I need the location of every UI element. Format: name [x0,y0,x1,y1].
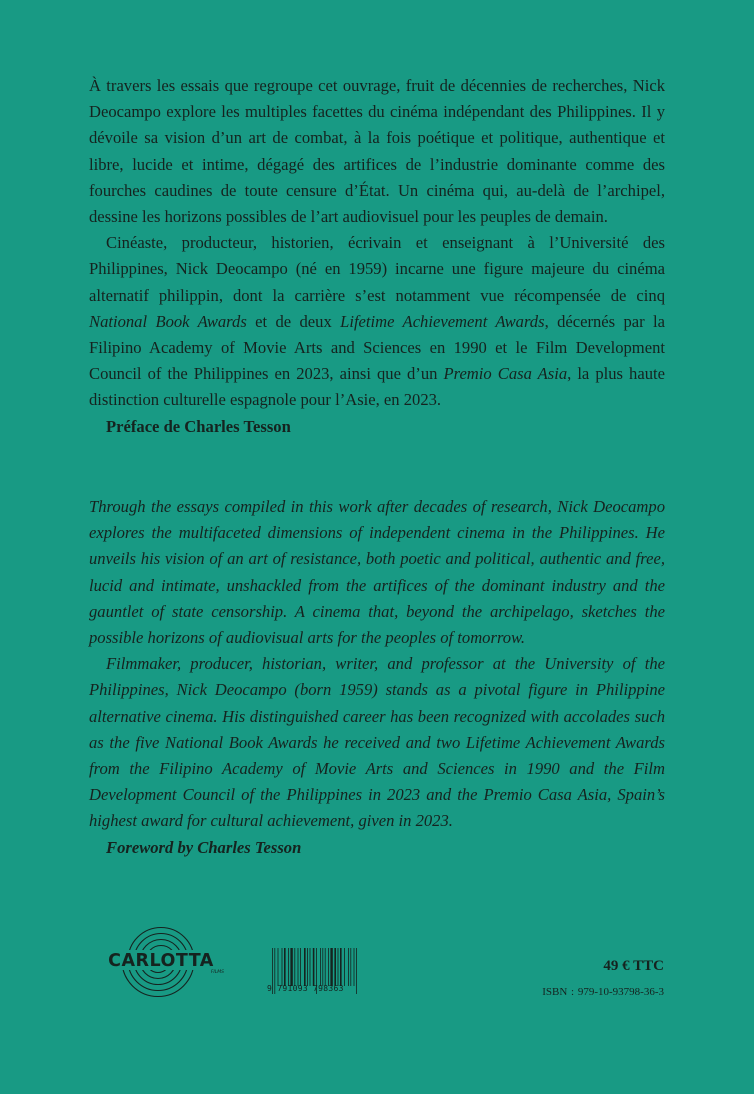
isbn-label: ISBN : 979-10-93798-36-3 [542,986,664,998]
french-paragraph-1-text: À travers les essais que regroupe cet ouvrage, fruit de décennies de recherches, Nick Deocampo explore les multiples facettes du cinéma indépendant des Philippines. Il y dévoile sa vision d’un art de combat, à la fois poétique et politique, authentique et libre, lucide et intime, dégagé des artifices de l’industrie dominante comme des fourches caudines de toute censure d’État. Un cinéma qui, au-delà de l’archipel, dessine les horizons possibles de l’art audiovisuel pour les peuples de demain. [89,76,665,227]
french-paragraph-1 [89,73,665,230]
barcode-number: 9 791093 798363 [267,984,344,993]
logo-wordmark: CARLOTTA [108,951,214,971]
french-paragraph-2-text-c: , décernés par la Filipino Academy of Movie Arts and Sciences en 1990 et le Film Development Council of the Philippines en 2023, ainsi que d’un [89,311,665,384]
award-lifetime-achievement: Lifetime Achievement Awards [340,311,545,331]
french-description [89,73,665,440]
french-paragraph-2 [89,230,665,413]
english-paragraph-2: Filmmaker, producer, historian, writer, and professor at the University of the Philippines, Nick Deocampo (born 1959) stands as a pivotal figure in Philippine alternative cinema. His distinguished career has been recognized with accolades such as the five National Book Awards he received and two Lifetime Achievement Awards from the Filipino Academy of Movie Arts and Sciences in 1990 and the Film Development Council of the Philippines in 2023 and the Premio Casa Asia, Spain’s highest award for cultural achievement, given in 2023. [89,654,665,831]
french-paragraph-2-text-b: et de deux [246,311,341,331]
french-paragraph-2-text-d: , la plus haute distinction culturelle espagnole pour l’Asie, en 2023. [89,364,665,410]
english-foreword-credit: Foreword by Charles Tesson [106,837,302,857]
english-description [89,494,665,861]
english-paragraph-1: Through the essays compiled in this work after decades of research, Nick Deocampo explores the multifaceted dimensions of independent cinema in the Philippines. He unveils his vision of an art of resistance, both poetic and political, authentic and free, lucid and intimate, unshackled from the artifices of the dominant industry and the gauntlet of state censorship. A cinema that, beyond the archipelago, sketches the possible horizons of audiovisual arts for the peoples of tomorrow. [89,497,665,648]
french-paragraph-2-text-a: Cinéaste, producteur, historien, écrivain et enseignant à l’Université des Philippines, Nick Deocampo (né en 1959) incarne une figure majeure du cinéma alternatif philippin, dont la carrière s’est notamment vue récompensée de cinq [89,233,665,305]
logo-subtitle: FILMS [210,970,224,975]
award-national-book: National Book Awards [89,311,247,331]
french-preface-credit: Préface de Charles Tesson [106,416,291,436]
price: 49 € TTC [603,958,664,974]
carlotta-films-logo [87,923,235,998]
award-premio-casa-asia: Premio Casa Asia [443,364,568,384]
